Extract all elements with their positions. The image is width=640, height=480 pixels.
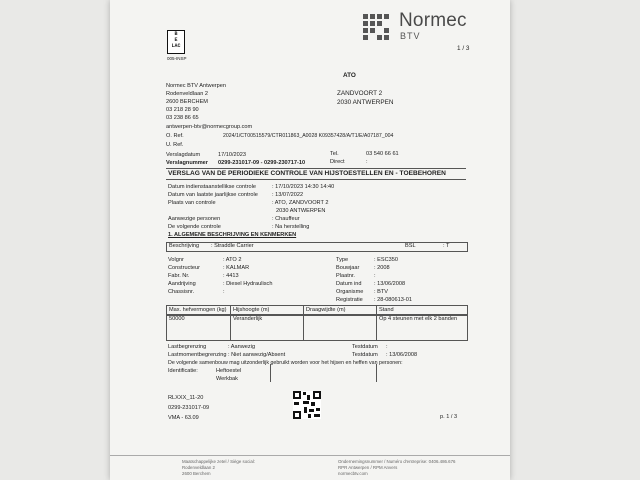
control-label: Plaats van controle — [168, 200, 216, 206]
description-label: Beschrijving — [169, 243, 200, 249]
o-ref-label: O. Ref. — [166, 133, 184, 139]
direct-label: Direct — [330, 159, 345, 165]
divider — [166, 168, 466, 169]
page-number-top: 1 / 3 — [457, 45, 470, 52]
qr-code — [293, 391, 321, 419]
spec-label: Fabr. Nr. — [168, 273, 190, 279]
identification-label: Identificatie: — [168, 368, 198, 374]
report-title: VERSLAG VAN DE PERIODIEKE CONTROLE VAN HIJSTOESTELLEN EN - TOEBEHOREN — [168, 170, 446, 177]
control-value: : Chauffeur — [272, 216, 300, 222]
table-cell: Op 4 steunen met elk 2 banden — [379, 316, 458, 322]
spec-value: : KALMAR — [223, 265, 250, 271]
spec-label: Organisme — [336, 289, 364, 295]
table-header: Stand — [379, 307, 394, 313]
spec-value: : 4413 — [223, 273, 239, 279]
control-label: Aanwezige personen — [168, 216, 221, 222]
identification-item: Werkbak — [216, 376, 238, 382]
control-label: De volgende controle — [168, 224, 221, 230]
spec-label: Bouwjaar — [336, 265, 360, 271]
spec-value: : Diesel Hydraulisch — [223, 281, 273, 287]
sender-line: 03 238 86 65 — [166, 115, 199, 121]
brand-name: Normec — [399, 10, 467, 31]
cell-divider — [230, 315, 231, 340]
footer-line: RPR Antwerpen / RPM Anvers — [338, 465, 398, 470]
page-number-bottom: p. 1 / 3 — [440, 414, 458, 420]
spec-label: Volgnr — [168, 257, 184, 263]
spec-value: : ATO 2 — [223, 257, 242, 263]
spec-label: Type — [336, 257, 349, 263]
table-cell: 50000 — [169, 316, 185, 322]
control-value: : 17/10/2023 14:30 14:40 — [272, 184, 335, 190]
test-date-label: Testdatum — [352, 344, 378, 350]
sender-line: 2600 BERCHEM — [166, 99, 208, 105]
test-date-label: Testdatum — [352, 352, 378, 358]
control-value: 2030 ANTWERPEN — [276, 208, 326, 214]
bsl-value: : T — [443, 243, 450, 249]
load-table-row — [166, 314, 468, 341]
control-label: Datum indienstaanstellikse controle — [168, 184, 256, 190]
table-header: Hijshoogte (m) — [233, 307, 270, 313]
description-value: : Straddle Carrier — [211, 243, 254, 249]
cell-divider — [376, 315, 377, 340]
limit-label: Lastmomentbegrenzing — [168, 352, 227, 358]
spec-label: Registratie — [336, 297, 363, 303]
accessories-note: De volgende samenbouw mag uitzonderlijk gebruikt worden voor het hijsen en heffen van personen: — [168, 360, 403, 366]
footer-line: Rodenveldlaan 2 — [182, 465, 215, 470]
limit-label: Lastbegrenzing — [168, 344, 207, 350]
spec-value: : 13/06/2008 — [374, 281, 406, 287]
divider — [376, 364, 377, 382]
spec-value: : BTV — [374, 289, 388, 295]
sender-line: Rodenveldlaan 2 — [166, 91, 208, 97]
o-ref-value: 2024/1/CT00515579/CTR011863_A0028 K09357428/A/T1/E/A07187_004 — [223, 133, 394, 139]
footer — [110, 455, 510, 480]
spec-label: Chassisnr. — [168, 289, 195, 295]
limit-value: : Aanwezig — [228, 344, 256, 350]
u-ref-label: U. Ref. — [166, 142, 184, 148]
footer-line: Maatschappelijke zetel / Siège social: — [182, 459, 255, 464]
sender-email: antwerpen-btv@normecgroup.com — [166, 124, 253, 130]
tel-value: 03 540 66 61 — [366, 151, 399, 157]
footer-line: normecbtv.com — [338, 471, 368, 476]
sender-line: Normec BTV Antwerpen — [166, 83, 227, 89]
test-date-value: : 13/06/2008 — [386, 352, 418, 358]
control-value: : 13/07/2022 — [272, 192, 304, 198]
spec-value: : ESC350 — [374, 257, 398, 263]
recipient-city: 2030 ANTWERPEN — [337, 99, 394, 106]
footer-line: 2600 Berchem — [182, 471, 211, 476]
code-line: RLXXX_11-20 — [168, 395, 204, 401]
control-value: : ATO, ZANDVOORT 2 — [272, 200, 329, 206]
code-line: VMA - 63.09 — [168, 415, 199, 421]
section-heading: 1. ALGEMENE BESCHRIJVING EN KENMERKEN — [168, 232, 297, 238]
report-page — [110, 0, 510, 480]
recipient-street: ZANDVOORT 2 — [337, 90, 383, 97]
limit-value: : Niet aanwezig/Absent — [228, 352, 286, 358]
divider — [166, 179, 466, 180]
spec-label: Datum ind — [336, 281, 362, 287]
identification-item: Heftoestel — [216, 368, 242, 374]
control-value: : Na herstelling — [272, 224, 310, 230]
belac-code: 005-INSP — [167, 56, 187, 61]
spec-label: Constructeur — [168, 265, 201, 271]
divider — [270, 364, 271, 382]
sender-line: 03 218 28 90 — [166, 107, 199, 113]
report-date-label: Verslagdatum — [166, 152, 201, 158]
spec-label: Aandrijving — [168, 281, 196, 287]
spec-value: : 2008 — [374, 265, 390, 271]
cell-divider — [303, 315, 304, 340]
normec-logo-icon — [363, 14, 389, 40]
report-date-value: 17/10/2023 — [218, 152, 246, 158]
spec-value: : 28-080613-01 — [374, 297, 412, 303]
control-label: Datum van laatste jaarlijkse controle — [168, 192, 258, 198]
table-cell: Veranderlijk — [233, 316, 263, 322]
spec-label: Plaatnr. — [336, 273, 355, 279]
description-row — [166, 242, 468, 252]
report-number-value: 0299-231017-09 - 0299-230717-10 — [218, 160, 306, 166]
belac-logo: B E LAC — [167, 30, 185, 54]
bsl-label: BSL — [405, 243, 416, 249]
direct-value: : — [366, 159, 368, 165]
brand-sub: BTV — [400, 31, 421, 41]
recipient-name: ATO — [343, 72, 356, 79]
footer-line: Ondernemingsnummer / Numéro d'entreprise: 0406.486.676 — [338, 459, 456, 464]
report-number-label: Verslagnummer — [166, 160, 208, 166]
test-date-value: : — [386, 344, 388, 350]
table-header: Draagwijdte (m) — [306, 307, 346, 313]
spec-value: : — [374, 273, 376, 279]
spec-value: : — [223, 289, 225, 295]
code-line: 0299-231017-09 — [168, 405, 210, 411]
tel-label: Tel. — [330, 151, 339, 157]
table-header: Max. hefvermogen (kg) — [169, 307, 227, 313]
